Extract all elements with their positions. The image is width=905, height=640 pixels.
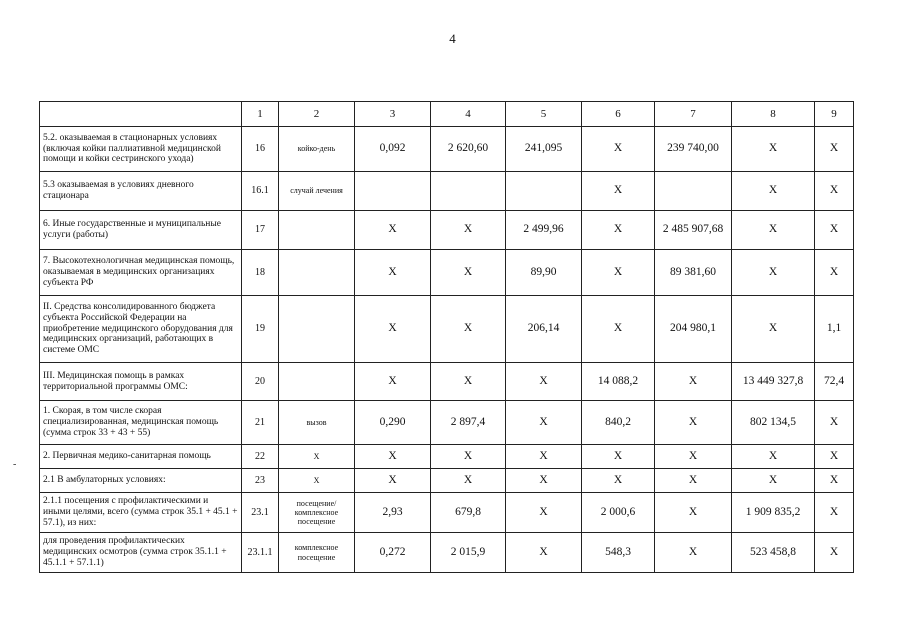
table-cell-c5: 206,14 xyxy=(506,296,582,363)
table-cell-name: 2.1 В амбулаторных условиях: xyxy=(40,469,242,493)
table-cell-c8: X xyxy=(732,469,815,493)
table-cell-name: II. Средства консолидированного бюджета субъекта Российской Федерации на приобретение медицинского оборудования для медицинских организаций, работающих в системе ОМС xyxy=(40,296,242,363)
table-cell-unit: комплексное посещение xyxy=(279,533,355,573)
table-row xyxy=(40,493,854,533)
table-cell-c7: 204 980,1 xyxy=(655,296,732,363)
table-cell-c6: X xyxy=(582,172,655,211)
table-cell-c3: 0,290 xyxy=(355,401,431,445)
table-cell-unit: вызов xyxy=(279,401,355,445)
header-cell: 5 xyxy=(506,102,582,127)
table-cell-c5: 2 499,96 xyxy=(506,211,582,250)
table-cell-c3: X xyxy=(355,445,431,469)
table-row xyxy=(40,211,854,250)
table-cell-unit: посещение/ комплексное посещение xyxy=(279,493,355,533)
table-cell-unit: койко-день xyxy=(279,127,355,172)
table-cell-c8: X xyxy=(732,127,815,172)
table-cell-c5: X xyxy=(506,363,582,401)
budget-table xyxy=(39,101,854,573)
table-cell-c7: X xyxy=(655,401,732,445)
table-cell-c4 xyxy=(431,172,506,211)
table-cell-code: 18 xyxy=(242,250,279,296)
table-cell-c8: X xyxy=(732,250,815,296)
table-cell-c6: 2 000,6 xyxy=(582,493,655,533)
table-cell-name: 5.3 оказываемая в условиях дневного стационара xyxy=(40,172,242,211)
table-cell-c8: 1 909 835,2 xyxy=(732,493,815,533)
table-cell-name: 5.2. оказываемая в стационарных условиях (включая койки паллиативной медицинской помощи и койки сестринского ухода) xyxy=(40,127,242,172)
table-cell-c7: X xyxy=(655,445,732,469)
header-cell: 7 xyxy=(655,102,732,127)
table-cell-c7: 2 485 907,68 xyxy=(655,211,732,250)
header-cell: 6 xyxy=(582,102,655,127)
table-cell-c4: X xyxy=(431,445,506,469)
header-cell: 4 xyxy=(431,102,506,127)
table-cell-code: 23.1 xyxy=(242,493,279,533)
table-cell-c6: X xyxy=(582,250,655,296)
table-cell-c6: 840,2 xyxy=(582,401,655,445)
table-cell-c6: 14 088,2 xyxy=(582,363,655,401)
table-row xyxy=(40,127,854,172)
margin-mark: - xyxy=(13,459,17,470)
table-cell-code: 22 xyxy=(242,445,279,469)
table-cell-c6: X xyxy=(582,445,655,469)
table-cell-c8: 802 134,5 xyxy=(732,401,815,445)
table-row xyxy=(40,469,854,493)
table-cell-c4: X xyxy=(431,296,506,363)
table-cell-c3: 0,272 xyxy=(355,533,431,573)
table-cell-code: 20 xyxy=(242,363,279,401)
table-row xyxy=(40,401,854,445)
table-cell-c4: 2 620,60 xyxy=(431,127,506,172)
table-cell-c3: X xyxy=(355,250,431,296)
table-cell-unit: X xyxy=(279,469,355,493)
table-cell-c9: X xyxy=(815,401,854,445)
table-cell-c5 xyxy=(506,172,582,211)
header-cell: 8 xyxy=(732,102,815,127)
table-cell-c5: 89,90 xyxy=(506,250,582,296)
table-cell-code: 23 xyxy=(242,469,279,493)
header-cell: 9 xyxy=(815,102,854,127)
table-cell-c4: 2 015,9 xyxy=(431,533,506,573)
table-cell-c3: X xyxy=(355,296,431,363)
table-cell-name: 7. Высокотехнологичная медицинская помощь, оказываемая в медицинских организациях субъекта РФ xyxy=(40,250,242,296)
table-cell-c7: 89 381,60 xyxy=(655,250,732,296)
table-cell-c8: X xyxy=(732,445,815,469)
table-cell-c4: X xyxy=(431,250,506,296)
table-cell-c3: X xyxy=(355,363,431,401)
table-cell-c6: X xyxy=(582,211,655,250)
table-cell-unit: X xyxy=(279,445,355,469)
table-row xyxy=(40,363,854,401)
table-cell-c6: X xyxy=(582,469,655,493)
table-cell-c9: X xyxy=(815,127,854,172)
table-cell-c8: 523 458,8 xyxy=(732,533,815,573)
table-cell-c9: X xyxy=(815,533,854,573)
table-cell-c5: X xyxy=(506,445,582,469)
table-cell-code: 16.1 xyxy=(242,172,279,211)
table-cell-c4: X xyxy=(431,469,506,493)
table-cell-unit: случай лечения xyxy=(279,172,355,211)
table-cell-name: III. Медицинская помощь в рамках территориальной программы ОМС: xyxy=(40,363,242,401)
table-cell-unit xyxy=(279,250,355,296)
table-cell-c7: X xyxy=(655,469,732,493)
table-cell-c9: X xyxy=(815,211,854,250)
table-cell-c5: X xyxy=(506,493,582,533)
table-cell-code: 21 xyxy=(242,401,279,445)
table-cell-c9: X xyxy=(815,445,854,469)
table-cell-unit xyxy=(279,363,355,401)
table-row xyxy=(40,172,854,211)
table-cell-c7: X xyxy=(655,533,732,573)
table-cell-c3: 2,93 xyxy=(355,493,431,533)
table-cell-c4: X xyxy=(431,363,506,401)
table-cell-c6: X xyxy=(582,127,655,172)
table-cell-c7: 239 740,00 xyxy=(655,127,732,172)
table-cell-c9: 1,1 xyxy=(815,296,854,363)
header-cell xyxy=(40,102,242,127)
table-cell-code: 17 xyxy=(242,211,279,250)
table-cell-c3: X xyxy=(355,469,431,493)
table-row xyxy=(40,445,854,469)
table-cell-name: 6. Иные государственные и муниципальные услуги (работы) xyxy=(40,211,242,250)
header-cell: 2 xyxy=(279,102,355,127)
table-cell-unit xyxy=(279,211,355,250)
table-cell-name: 2.1.1 посещения с профилактическими и иными целями, всего (сумма строк 35.1 + 45.1 + 57.1), из них: xyxy=(40,493,242,533)
table-cell-c4: 679,8 xyxy=(431,493,506,533)
table-cell-code: 19 xyxy=(242,296,279,363)
table-cell-c8: 13 449 327,8 xyxy=(732,363,815,401)
table-cell-c3: X xyxy=(355,211,431,250)
page-number: 4 xyxy=(449,31,456,46)
table-cell-c9: X xyxy=(815,250,854,296)
table-cell-name: 1. Скорая, в том числе скорая специализированная, медицинская помощь (сумма строк 33 + 43 + 55) xyxy=(40,401,242,445)
table-cell-c8: X xyxy=(732,296,815,363)
table-cell-c8: X xyxy=(732,172,815,211)
table-cell-c5: 241,095 xyxy=(506,127,582,172)
table-cell-unit xyxy=(279,296,355,363)
table-cell-code: 23.1.1 xyxy=(242,533,279,573)
table-row xyxy=(40,533,854,573)
table-cell-c3: 0,092 xyxy=(355,127,431,172)
table-cell-c5: X xyxy=(506,469,582,493)
table-cell-name: для проведения профилактических медицинских осмотров (сумма строк 35.1.1 + 45.1.1 + 57.1.1) xyxy=(40,533,242,573)
table-cell-c6: 548,3 xyxy=(582,533,655,573)
header-row xyxy=(40,102,854,127)
table-cell-c8: X xyxy=(732,211,815,250)
table-cell-c7 xyxy=(655,172,732,211)
table-cell-c9: X xyxy=(815,493,854,533)
table-cell-c5: X xyxy=(506,533,582,573)
table-cell-c7: X xyxy=(655,363,732,401)
header-cell: 1 xyxy=(242,102,279,127)
table-cell-c9: X xyxy=(815,469,854,493)
table-cell-c9: X xyxy=(815,172,854,211)
table-cell-c9: 72,4 xyxy=(815,363,854,401)
table-cell-c4: 2 897,4 xyxy=(431,401,506,445)
table-row xyxy=(40,296,854,363)
table-cell-c6: X xyxy=(582,296,655,363)
table-cell-c7: X xyxy=(655,493,732,533)
table-cell-c4: X xyxy=(431,211,506,250)
table-cell-c3 xyxy=(355,172,431,211)
header-cell: 3 xyxy=(355,102,431,127)
table-cell-name: 2. Первичная медико-санитарная помощь xyxy=(40,445,242,469)
table-row xyxy=(40,250,854,296)
table-cell-c5: X xyxy=(506,401,582,445)
table-cell-code: 16 xyxy=(242,127,279,172)
